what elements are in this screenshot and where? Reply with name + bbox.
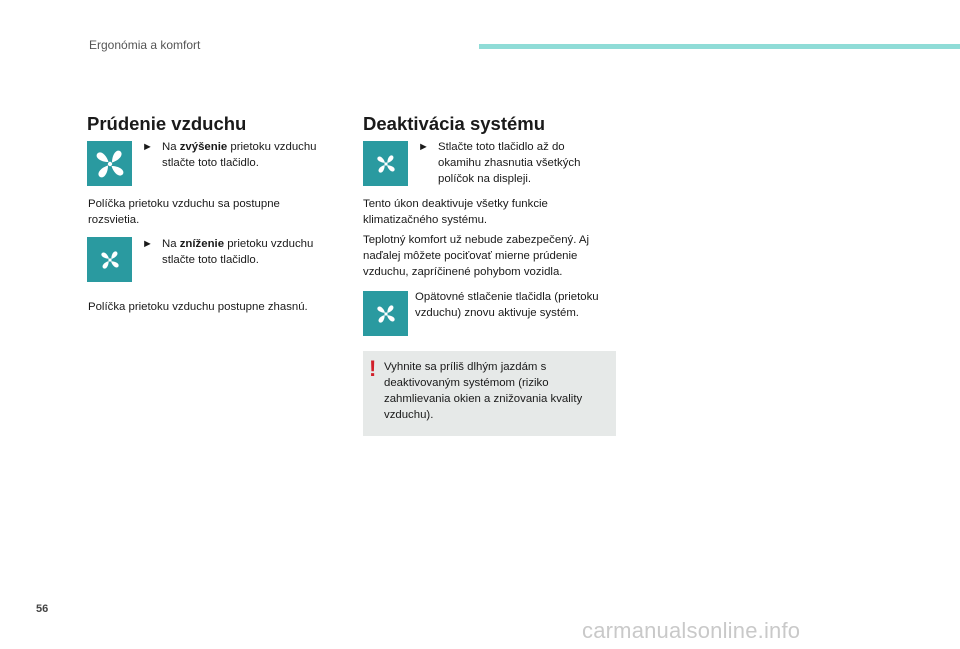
header-accent-line (479, 44, 960, 49)
fan-small-icon (87, 237, 132, 282)
paragraph-thermal-comfort (363, 232, 589, 280)
fan-small-icon (363, 291, 408, 336)
text-line: vzduchu, zapríčinené pohybom vozidla. (363, 266, 563, 278)
increase-flow-text (142, 139, 317, 171)
heading-air-flow: Prúdenie vzduchu (87, 113, 247, 134)
text-line: Políčka prietoku vzduchu sa postupne (88, 198, 280, 210)
text-fragment: prietoku vzduchu (227, 141, 317, 153)
fan-small-icon (363, 141, 408, 186)
text-line: Stlačte toto tlačidlo až do (438, 141, 565, 153)
text-line: políčok na displeji. (438, 173, 532, 185)
text-line: rozsvietia. (88, 214, 140, 226)
text-fragment: stlačte toto tlačidlo. (162, 254, 259, 266)
heading-system-deactivation: Deaktivácia systému (363, 113, 546, 134)
reactivate-text (415, 289, 599, 321)
text-fragment: Na (162, 238, 180, 250)
text-line: Opätovné stlačenie tlačidla (prietoku (415, 291, 599, 303)
text-line: klimatizačného systému. (363, 214, 488, 226)
section-title: Ergonómia a komfort (89, 38, 201, 52)
paragraph-deactivates-functions (363, 196, 548, 228)
bullet-arrow-icon: ► (142, 141, 153, 153)
text-fragment: Na (162, 141, 180, 153)
text-line: Vyhnite sa príliš dlhým jazdám s (384, 361, 547, 373)
deactivate-press-text (418, 139, 581, 187)
exclamation-icon: ! (369, 356, 377, 381)
text-line: zahmlievania okien a znižovania kvality (384, 393, 583, 405)
warning-text (384, 359, 582, 423)
paragraph-light-up (88, 196, 280, 228)
fan-large-icon (87, 141, 132, 186)
text-line: vzduchu). (384, 409, 434, 421)
text-fragment: prietoku vzduchu (224, 238, 314, 250)
text-line: Tento úkon deaktivuje všetky funkcie (363, 198, 548, 210)
text-line: deaktivovaným systémom (riziko (384, 377, 549, 389)
text-line: okamihu zhasnutia všetkých (438, 157, 581, 169)
page-number: 56 (36, 603, 49, 615)
watermark: carmanualsonline.info (582, 618, 801, 643)
text-line: naďalej môžete pociťovať mierne prúdenie (363, 250, 578, 262)
decrease-flow-text (142, 236, 314, 268)
bullet-arrow-icon: ► (142, 238, 153, 250)
bullet-arrow-icon: ► (418, 141, 429, 153)
paragraph-go-out: Políčka prietoku vzduchu postupne zhasnú. (88, 301, 308, 313)
text-line: vzduchu) znovu aktivuje systém. (415, 307, 579, 319)
text-fragment: stlačte toto tlačidlo. (162, 157, 259, 169)
text-emphasis: zvýšenie (179, 141, 228, 153)
text-line: Teplotný komfort už nebude zabezpečený. Aj (363, 234, 590, 246)
text-emphasis: zníženie (179, 238, 225, 250)
